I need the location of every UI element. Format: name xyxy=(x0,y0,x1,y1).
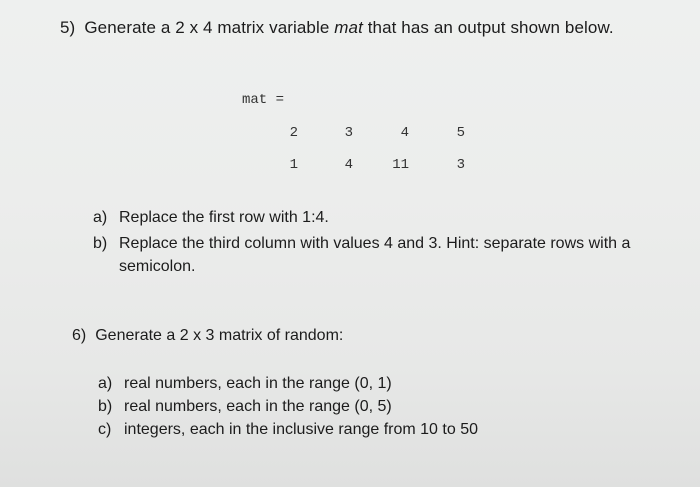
part-text: Replace the first row with 1:4. xyxy=(119,209,329,226)
matrix-cell: 3 xyxy=(344,125,353,141)
question-6-text: Generate a 2 x 3 matrix of random: xyxy=(95,327,344,344)
question-6-part-b xyxy=(98,398,392,416)
matrix-cell: 4 xyxy=(400,125,409,141)
question-6-title xyxy=(72,327,343,345)
part-text: integers, each in the inclusive range from 10 to 50 xyxy=(124,421,478,438)
question-5-part-b-continuation: semicolon. xyxy=(119,258,196,275)
question-5-title xyxy=(60,18,614,38)
question-5-number: 5) xyxy=(60,18,76,37)
part-label: b) xyxy=(93,235,108,252)
question-6-number: 6) xyxy=(72,327,87,344)
matrix-output-label: mat = xyxy=(242,92,285,108)
question-5-text-before: Generate a 2 x 4 matrix variable xyxy=(84,18,335,37)
part-text: real numbers, each in the range (0, 1) xyxy=(124,375,392,392)
part-label: a) xyxy=(98,375,113,392)
question-5-variable-name: mat xyxy=(334,18,363,37)
matrix-cell: 5 xyxy=(456,125,465,141)
question-5-part-a xyxy=(93,209,329,227)
matrix-cell: 4 xyxy=(344,157,353,173)
matrix-cell: 11 xyxy=(392,157,409,173)
matrix-cell: 2 xyxy=(289,125,298,141)
part-label: b) xyxy=(98,398,113,415)
question-5-part-b xyxy=(93,235,630,253)
question-5-text-after: that has an output shown below. xyxy=(362,18,614,37)
matrix-cell: 3 xyxy=(456,157,465,173)
part-label: c) xyxy=(98,421,112,438)
question-6-part-a xyxy=(98,375,392,393)
part-text: Replace the third column with values 4 and 3. Hint: separate rows with a xyxy=(119,235,631,252)
matrix-cell: 1 xyxy=(289,157,298,173)
part-label: a) xyxy=(93,209,108,226)
part-text: real numbers, each in the range (0, 5) xyxy=(124,398,392,415)
question-6-part-c xyxy=(98,421,478,439)
